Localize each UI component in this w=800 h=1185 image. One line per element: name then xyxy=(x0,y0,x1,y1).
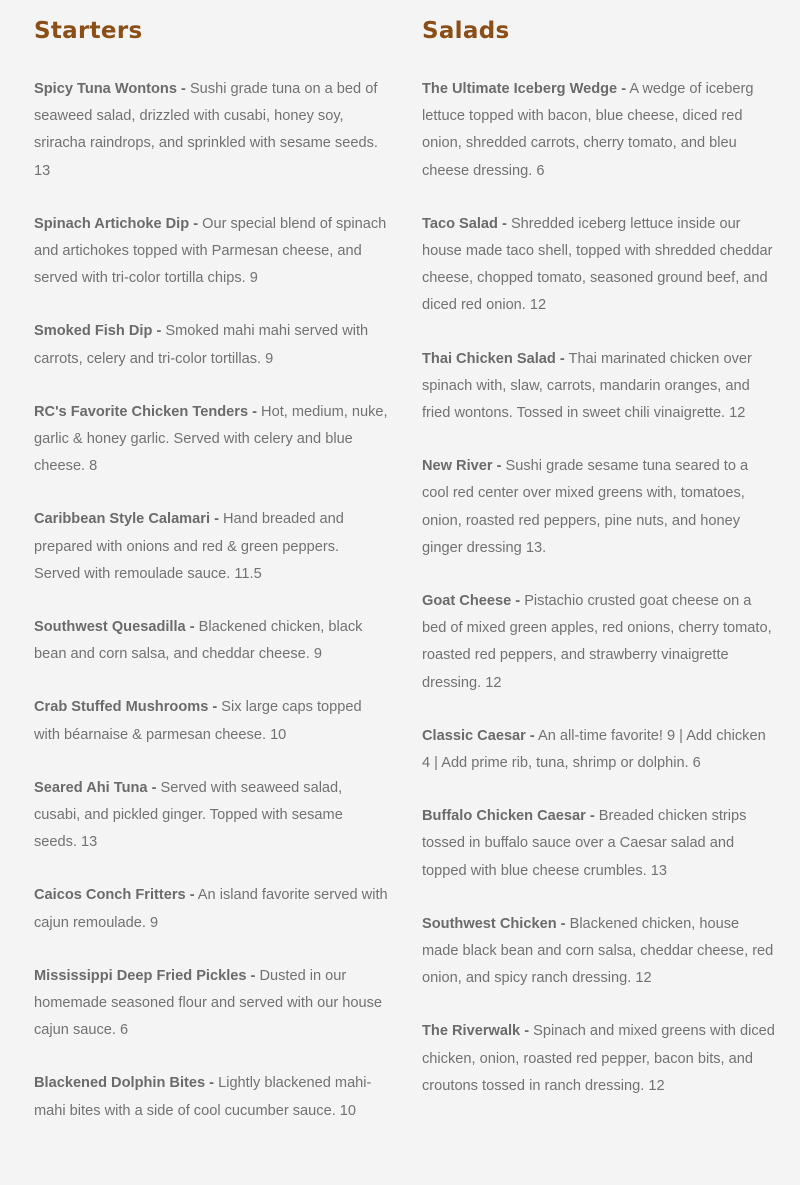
salads-heading: Salads xyxy=(422,18,510,44)
menu-item-description: Pistachio crusted goat cheese on a bed of mixed green apples, red onions, cherry tomato, roasted red peppers, and strawberry vinaigrette dressing. 12 xyxy=(422,593,772,691)
menu-item-description: An island favorite served with cajun remoulade. 9 xyxy=(34,887,388,931)
menu-item-name: Blackened Dolphin Bites - xyxy=(34,1075,215,1092)
menu-item-name: The Ultimate Iceberg Wedge - xyxy=(422,81,627,97)
menu-item xyxy=(422,1018,777,1100)
salads-column xyxy=(422,0,777,1100)
menu-item-name: Caribbean Style Calamari - xyxy=(34,511,219,528)
menu-item-name: Goat Cheese - xyxy=(422,593,521,610)
menu-item xyxy=(34,775,389,857)
menu-item xyxy=(422,76,777,185)
menu-item-description: Hand breaded and prepared with onions and red & green peppers. Served with remoulade sauce. 11.5 xyxy=(34,511,344,582)
menu-item-name: Classic Caesar - xyxy=(422,727,535,744)
menu-item xyxy=(422,723,777,777)
menu-item xyxy=(34,506,389,588)
menu-item xyxy=(422,911,777,993)
salads-list xyxy=(422,76,777,1100)
menu-item-description: Spinach and mixed greens with diced chicken, onion, roasted red pepper, bacon bits, and croutons tossed in ranch dressing. 12 xyxy=(422,1023,775,1094)
menu-item xyxy=(34,399,389,481)
menu-item-name: New River - xyxy=(422,458,502,475)
menu-item xyxy=(34,1070,389,1124)
menu-item xyxy=(34,211,389,293)
menu-item-description: Sushi grade tuna on a bed of seaweed salad, drizzled with cusabi, honey soy, sriracha raindrops, and sprinkled with sesame seeds. 13 xyxy=(34,81,378,179)
menu-item-description: A wedge of iceberg lettuce topped with bacon, blue cheese, diced red onion, shredded carrots, cherry tomato, and bleu cheese dressing. 6 xyxy=(422,81,754,179)
menu-item-name: Crab Stuffed Mushrooms - xyxy=(34,699,218,716)
menu-item xyxy=(34,614,389,668)
menu-item-name: Spinach Artichoke Dip - xyxy=(34,215,199,232)
menu-item-name: Southwest Quesadilla - xyxy=(34,619,195,636)
menu-item xyxy=(34,882,389,936)
menu-item-name: Buffalo Chicken Caesar - xyxy=(422,808,595,825)
menu-item-description: Sushi grade sesame tuna seared to a cool red center over mixed greens with, tomatoes, onion, roasted red peppers, pine nuts, and honey ginger dressing 13. xyxy=(422,458,749,556)
starters-list xyxy=(34,76,389,1125)
menu-item-description: Smoked mahi mahi served with carrots, celery and tri-color tortillas. 9 xyxy=(34,323,369,367)
menu-item-name: Southwest Chicken - xyxy=(422,915,566,932)
menu-item xyxy=(422,346,777,428)
menu-item-name: Caicos Conch Fritters - xyxy=(34,887,195,904)
menu-item-description: Dusted in our homemade seasoned flour and served with our house cajun sauce. 6 xyxy=(34,967,383,1039)
menu-item-description: Blackened chicken, black bean and corn salsa, and cheddar cheese. 9 xyxy=(34,619,363,663)
menu-item xyxy=(34,76,389,185)
menu-item xyxy=(34,963,389,1045)
menu-item-description: Thai marinated chicken over spinach with, slaw, carrots, mandarin oranges, and fried wontons. Tossed in sweet chili vinaigrette. 12 xyxy=(422,350,752,422)
menu-item xyxy=(422,803,777,885)
menu-item-name: Taco Salad - xyxy=(422,215,507,232)
menu-item-description: Lightly blackened mahi-mahi bites with a side of cool cucumber sauce. 10 xyxy=(34,1075,372,1119)
menu-item-name: Spicy Tuna Wontons - xyxy=(34,81,186,97)
menu-item xyxy=(34,318,389,372)
menu-item-description: Hot, medium, nuke, garlic & honey garlic. Served with celery and blue cheese. 8 xyxy=(34,403,388,475)
menu-item-name: Smoked Fish Dip - xyxy=(34,323,162,340)
menu-item-description: Our special blend of spinach and artichokes topped with Parmesan cheese, and served with tri-color tortilla chips. 9 xyxy=(34,215,387,287)
menu-item-description: An all-time favorite! 9 | Add chicken 4 | Add prime rib, tuna, shrimp or dolphin. 6 xyxy=(422,727,766,772)
menu-item-description: Breaded chicken strips tossed in buffalo sauce over a Caesar salad and topped with blue cheese crumbles. 13 xyxy=(422,808,747,879)
menu-item-name: The Riverwalk - xyxy=(422,1023,530,1040)
menu-item xyxy=(422,211,777,320)
starters-column xyxy=(34,0,389,1125)
menu-item-name: Thai Chicken Salad - xyxy=(422,350,565,367)
menu-item-name: Seared Ahi Tuna - xyxy=(34,779,157,796)
menu-item-description: Six large caps topped with béarnaise & parmesan cheese. 10 xyxy=(34,699,362,743)
menu-item xyxy=(422,588,777,697)
menu-item-name: RC's Favorite Chicken Tenders - xyxy=(34,403,257,420)
menu-item xyxy=(34,694,389,748)
menu-item xyxy=(422,453,777,562)
starters-heading: Starters xyxy=(34,18,143,44)
menu-item-description: Blackened chicken, house made black bean and corn salsa, cheddar cheese, red onion, and spicy ranch dressing. 12 xyxy=(422,915,774,987)
menu-item-name: Mississippi Deep Fried Pickles - xyxy=(34,967,256,984)
menu-item-description: Served with seaweed salad, cusabi, and pickled ginger. Topped with sesame seeds. 13 xyxy=(34,779,343,851)
menu-item-description: Shredded iceberg lettuce inside our house made taco shell, topped with shredded cheddar cheese, chopped tomato, seasoned ground beef, and diced red onion. 12 xyxy=(422,215,773,314)
